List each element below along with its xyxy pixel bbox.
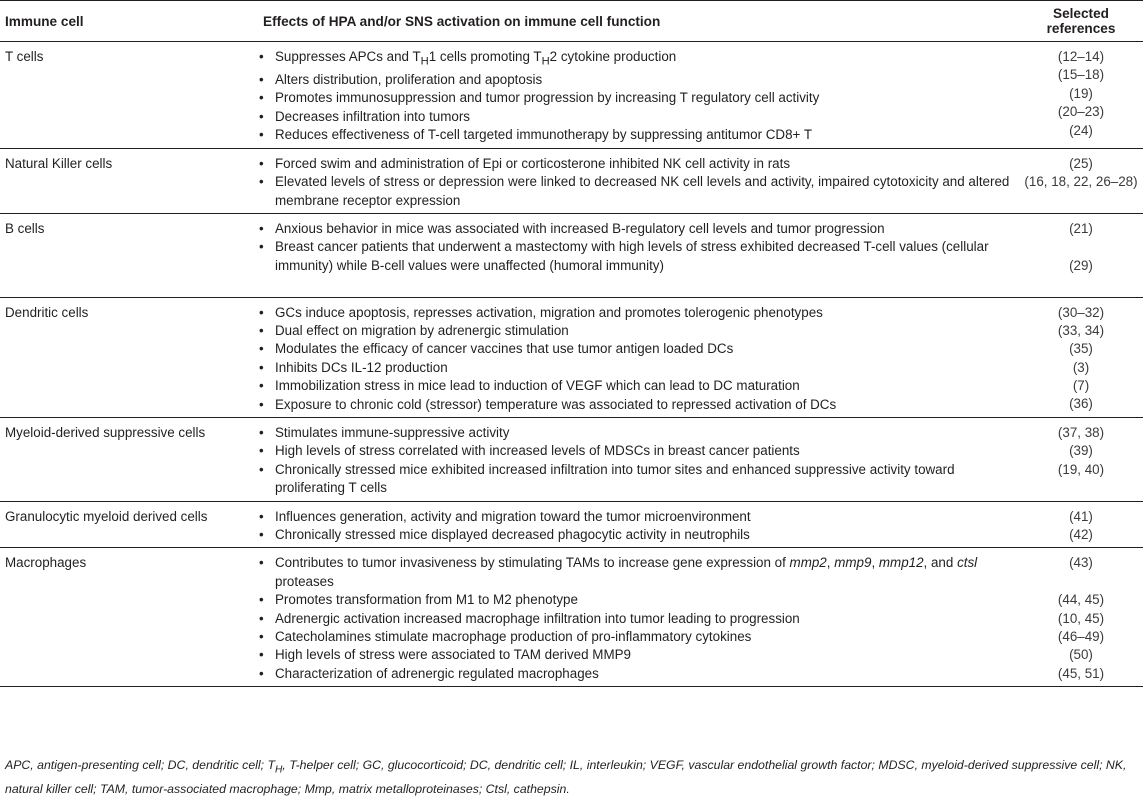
effects-list bbox=[259, 554, 1018, 683]
references-list bbox=[1020, 508, 1142, 545]
subscript-text: H bbox=[541, 55, 550, 68]
bullet-icon: • bbox=[259, 72, 264, 88]
reference-item: (37, 38) bbox=[1057, 424, 1105, 440]
effect-text bbox=[275, 509, 751, 524]
text-segment: Chronically stressed mice exhibited increased infiltration into tumor sites and enhanced suppressive activity toward proliferating T cells bbox=[275, 461, 955, 496]
table-row bbox=[0, 148, 1143, 213]
effects-list bbox=[259, 508, 1018, 545]
table-row bbox=[0, 42, 1143, 149]
reference-item: (46–49) bbox=[1057, 628, 1105, 644]
reference-item: (19, 40) bbox=[1057, 461, 1105, 477]
effect-item bbox=[259, 424, 1018, 442]
bullet-icon: • bbox=[259, 443, 264, 459]
effect-text bbox=[275, 305, 823, 320]
italic-gene-name: mmp12 bbox=[878, 555, 924, 571]
immune-cell-name: Granulocytic myeloid derived cells bbox=[0, 501, 258, 548]
references-list bbox=[1020, 155, 1142, 210]
immune-cell-name: Natural Killer cells bbox=[0, 148, 258, 213]
bullet-icon: • bbox=[259, 555, 264, 571]
reference-item: (36) bbox=[1069, 396, 1093, 412]
effect-item bbox=[259, 108, 1018, 126]
reference-item: (30–32) bbox=[1057, 304, 1105, 320]
header-selected-references: Selected references bbox=[1019, 1, 1143, 42]
bullet-icon: • bbox=[259, 610, 264, 626]
effect-text bbox=[275, 49, 677, 68]
table-body bbox=[0, 42, 1143, 687]
bullet-icon: • bbox=[259, 665, 264, 681]
effect-item bbox=[259, 610, 1018, 628]
bullet-icon: • bbox=[259, 239, 264, 255]
effect-item bbox=[259, 359, 1018, 377]
effect-item bbox=[259, 71, 1018, 89]
text-segment: Stimulates immune-suppressive activity bbox=[275, 424, 510, 440]
italic-gene-name: mmp9 bbox=[834, 555, 872, 571]
subscript-text: H bbox=[274, 764, 283, 776]
effect-item bbox=[259, 304, 1018, 322]
table-row bbox=[0, 297, 1143, 417]
effect-text bbox=[275, 174, 1009, 207]
effects-cell bbox=[258, 417, 1019, 501]
effects-cell bbox=[258, 501, 1019, 548]
text-segment: Inhibits DCs IL-12 production bbox=[275, 359, 448, 375]
text-segment: Promotes immunosuppression and tumor progression by increasing T regulatory cell activity bbox=[275, 90, 820, 106]
text-segment: Contributes to tumor invasiveness by stimulating TAMs to increase gene expression of bbox=[275, 555, 790, 571]
text-segment: , bbox=[871, 555, 879, 571]
effect-item bbox=[259, 220, 1018, 238]
text-segment: Modulates the efficacy of cancer vaccines that use tumor antigen loaded DCs bbox=[275, 341, 734, 357]
text-segment: APC, antigen-presenting cell; DC, dendritic cell; T bbox=[5, 758, 275, 772]
effect-item bbox=[259, 526, 1018, 544]
text-segment: Promotes transformation from M1 to M2 phenotype bbox=[275, 592, 578, 608]
reference-item: (16, 18, 22, 26–28) bbox=[1024, 174, 1138, 190]
table-header-row bbox=[0, 1, 1143, 42]
effect-text bbox=[275, 239, 989, 272]
text-segment: 2 cytokine production bbox=[549, 49, 677, 64]
effect-text bbox=[275, 109, 470, 124]
effect-text bbox=[275, 378, 800, 393]
text-segment: Exposure to chronic cold (stressor) temperature was associated to repressed activation of DCs bbox=[275, 396, 837, 412]
effect-item bbox=[259, 89, 1018, 107]
bullet-icon: • bbox=[259, 49, 264, 64]
reference-item: (41) bbox=[1069, 508, 1093, 524]
table-row bbox=[0, 501, 1143, 548]
effect-item bbox=[259, 340, 1018, 358]
bullet-icon: • bbox=[259, 424, 264, 440]
bullet-icon: • bbox=[259, 629, 264, 645]
bullet-icon: • bbox=[259, 592, 264, 608]
effect-item bbox=[259, 554, 1018, 591]
table-row bbox=[0, 548, 1143, 687]
text-segment: Alters distribution, proliferation and apoptosis bbox=[275, 72, 543, 88]
table-footnote bbox=[5, 756, 1135, 800]
effect-text bbox=[275, 425, 509, 440]
text-segment: Elevated levels of stress or depression were linked to decreased NK cell levels and activity, impaired cytotoxicity and altered membrane receptor expression bbox=[275, 174, 1010, 208]
text-segment: Immobilization stress in mice lead to induction of VEGF which can lead to DC maturation bbox=[275, 378, 800, 394]
effect-item bbox=[259, 238, 1018, 275]
effect-text bbox=[275, 527, 750, 542]
text-segment: Chronically stressed mice displayed decreased phagocytic activity in neutrophils bbox=[275, 526, 750, 542]
effects-cell bbox=[258, 42, 1019, 149]
effects-list bbox=[259, 155, 1018, 210]
reference-item: (12–14) bbox=[1057, 49, 1105, 64]
text-segment: , bbox=[826, 555, 835, 571]
effects-list bbox=[259, 424, 1018, 498]
immune-cell-name: Macrophages bbox=[0, 548, 258, 687]
references-list bbox=[1020, 304, 1142, 414]
effect-text bbox=[275, 647, 631, 662]
effect-item bbox=[259, 48, 1018, 71]
effect-item bbox=[259, 508, 1018, 526]
text-segment: , and bbox=[923, 555, 958, 571]
references-cell bbox=[1019, 42, 1143, 149]
effect-text bbox=[275, 90, 819, 105]
effect-item bbox=[259, 628, 1018, 646]
references-cell bbox=[1019, 548, 1143, 687]
bullet-icon: • bbox=[259, 647, 264, 663]
effect-item bbox=[259, 155, 1018, 173]
immune-cell-name: T cells bbox=[0, 42, 258, 149]
text-segment: High levels of stress correlated with increased levels of MDSCs in breast cancer patients bbox=[275, 443, 800, 459]
subscript-text: H bbox=[420, 55, 429, 68]
references-cell bbox=[1019, 417, 1143, 501]
table-row bbox=[0, 213, 1143, 297]
effects-cell bbox=[258, 548, 1019, 687]
effect-item bbox=[259, 126, 1018, 144]
references-cell bbox=[1019, 501, 1143, 548]
reference-item: (39) bbox=[1069, 443, 1093, 459]
reference-item: (20–23) bbox=[1057, 104, 1105, 120]
reference-item: (43) bbox=[1069, 555, 1093, 571]
effects-cell bbox=[258, 297, 1019, 417]
bullet-icon: • bbox=[259, 127, 264, 143]
bullet-icon: • bbox=[259, 461, 264, 477]
references-list bbox=[1020, 554, 1142, 683]
effect-text bbox=[275, 462, 955, 495]
effect-item bbox=[259, 173, 1018, 210]
header-effects: Effects of HPA and/or SNS activation on immune cell function bbox=[258, 1, 1019, 42]
text-segment: Anxious behavior in mice was associated with increased B-regulatory cell levels and tumor progression bbox=[275, 220, 885, 236]
bullet-icon: • bbox=[259, 526, 264, 542]
text-segment: Dual effect on migration by adrenergic stimulation bbox=[275, 322, 569, 338]
reference-item: (7) bbox=[1072, 378, 1090, 394]
text-segment: Reduces effectiveness of T-cell targeted immunotherapy by suppressing antitumor CD8+ T bbox=[275, 127, 813, 143]
text-segment: proteases bbox=[275, 573, 334, 589]
effect-item bbox=[259, 665, 1018, 683]
reference-item: (3) bbox=[1072, 359, 1090, 375]
effects-list bbox=[259, 48, 1018, 145]
effects-cell bbox=[258, 213, 1019, 297]
reference-item: (42) bbox=[1069, 526, 1093, 542]
reference-item: (33, 34) bbox=[1057, 322, 1105, 338]
header-immune-cell: Immune cell bbox=[0, 1, 258, 42]
effect-text bbox=[275, 592, 578, 607]
text-segment: Adrenergic activation increased macrophage infiltration into tumor leading to progression bbox=[275, 610, 800, 626]
references-cell bbox=[1019, 213, 1143, 297]
references-cell bbox=[1019, 148, 1143, 213]
effect-text bbox=[275, 156, 790, 171]
text-segment: GCs induce apoptosis, represses activation, migration and promotes tolerogenic phenotypes bbox=[275, 304, 823, 320]
effect-item bbox=[259, 461, 1018, 498]
bullet-icon: • bbox=[259, 341, 264, 357]
references-cell bbox=[1019, 297, 1143, 417]
bullet-icon: • bbox=[259, 108, 264, 124]
effect-item bbox=[259, 646, 1018, 664]
immune-cell-name: Dendritic cells bbox=[0, 297, 258, 417]
bullet-icon: • bbox=[259, 396, 264, 412]
bullet-icon: • bbox=[259, 174, 264, 190]
immune-cell-name: B cells bbox=[0, 213, 258, 297]
effect-item bbox=[259, 442, 1018, 460]
effect-item bbox=[259, 322, 1018, 340]
text-segment: Influences generation, activity and migration toward the tumor microenvironment bbox=[275, 508, 751, 524]
effect-text bbox=[275, 323, 569, 338]
reference-item: (25) bbox=[1069, 155, 1093, 171]
reference-item: (19) bbox=[1069, 85, 1093, 101]
text-segment: 1 cells promoting T bbox=[428, 49, 542, 64]
effect-text bbox=[275, 611, 800, 626]
reference-item: (21) bbox=[1069, 220, 1093, 236]
reference-item: (45, 51) bbox=[1057, 665, 1105, 681]
reference-item: (15–18) bbox=[1057, 67, 1105, 83]
effect-item bbox=[259, 591, 1018, 609]
effect-item bbox=[259, 396, 1018, 414]
table-row bbox=[0, 417, 1143, 501]
bullet-icon: • bbox=[259, 508, 264, 524]
reference-item: (35) bbox=[1069, 341, 1093, 357]
bullet-icon: • bbox=[259, 90, 264, 106]
reference-item: (50) bbox=[1069, 647, 1093, 663]
references-list bbox=[1020, 220, 1142, 294]
effect-text bbox=[275, 221, 885, 236]
effects-cell bbox=[258, 148, 1019, 213]
reference-item: (44, 45) bbox=[1057, 592, 1105, 608]
reference-item: (10, 45) bbox=[1057, 610, 1105, 626]
bullet-icon: • bbox=[259, 304, 264, 320]
references-list bbox=[1020, 424, 1142, 498]
text-segment: Forced swim and administration of Epi or corticosterone inhibited NK cell activity in rats bbox=[275, 155, 791, 171]
reference-item: (24) bbox=[1069, 122, 1093, 138]
reference-item: (29) bbox=[1069, 257, 1093, 273]
bullet-icon: • bbox=[259, 378, 264, 394]
effect-text bbox=[275, 555, 977, 588]
effect-text bbox=[275, 443, 800, 458]
bullet-icon: • bbox=[259, 322, 264, 338]
bullet-icon: • bbox=[259, 155, 264, 171]
text-segment: Suppresses APCs and T bbox=[275, 49, 421, 64]
effect-text bbox=[275, 397, 836, 412]
effects-list bbox=[259, 220, 1018, 275]
italic-gene-name: mmp2 bbox=[789, 555, 827, 571]
bullet-icon: • bbox=[259, 359, 264, 375]
effect-item bbox=[259, 377, 1018, 395]
effect-text bbox=[275, 341, 733, 356]
effect-text bbox=[275, 72, 542, 87]
text-segment: Characterization of adrenergic regulated macrophages bbox=[275, 665, 599, 681]
effect-text bbox=[275, 127, 812, 142]
effect-text bbox=[275, 666, 599, 681]
text-segment: , T-helper cell; GC, glucocorticoid; DC, dendritic cell; IL, interleukin; VEGF, vascular endothelial growth factor; MDSC, myeloid-derived suppressive cell; NK, natural killer cell; TAM, tumor-associated macrophage; Mmp, matrix metalloproteinases; Ctsl, cathepsin. bbox=[5, 758, 1127, 797]
text-segment: Breast cancer patients that underwent a mastectomy with high levels of stress exhibited decreased T-cell values (cellular immunity) while B-cell values were unaffected (humoral immunity) bbox=[275, 239, 989, 273]
references-list bbox=[1020, 48, 1142, 140]
effect-text bbox=[275, 629, 751, 644]
italic-gene-name: ctsl bbox=[957, 555, 978, 571]
effect-text bbox=[275, 360, 448, 375]
effects-list bbox=[259, 304, 1018, 414]
text-segment: High levels of stress were associated to TAM derived MMP9 bbox=[275, 647, 631, 663]
bullet-icon: • bbox=[259, 220, 264, 236]
text-segment: Decreases infiltration into tumors bbox=[275, 108, 470, 124]
immune-cell-name: Myeloid-derived suppressive cells bbox=[0, 417, 258, 501]
text-segment: Catecholamines stimulate macrophage production of pro-inflammatory cytokines bbox=[275, 629, 752, 645]
